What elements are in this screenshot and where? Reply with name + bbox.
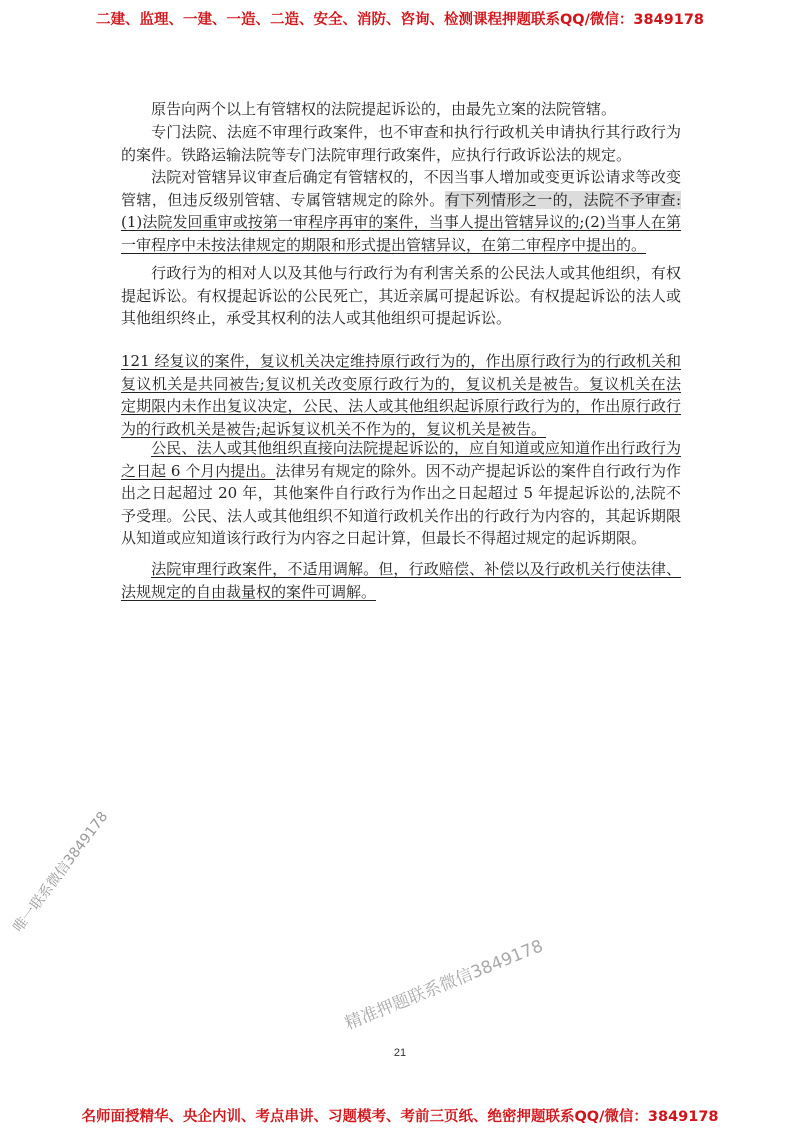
paragraph-text: 专门法院、法庭不审理行政案件，也不审查和执行行政机关申请执行其行政行为的案件。铁路运输法院等专门法院审理行政案件，应执行行政诉讼法的规定。 (121, 123, 681, 164)
paragraph-plaintiff-standing (121, 262, 681, 330)
paragraph-text: 法院对管辖异议审查后确定有管辖权的，不因当事人增加或变更诉讼请求等改变管辖，但违反级别管辖、专属管辖规定的除外。 (121, 168, 681, 209)
top-banner: 二建、监理、一建、一造、二造、安全、消防、咨询、检测课程押题联系QQ/微信：3849178 (95, 12, 705, 28)
watermark-bottom: 精准押题联系微信3849178 (342, 936, 546, 1035)
underlined-text: 121 经复议的案件，复议机关决定维持原行政行为的，作出原行政行为的行政机关和复议机关是共同被告;复议机关改变原行政行为的，复议机关是被告。复议机关在法定期限内未作出复议决定，公民、法人或其他组织起诉原行政行为的，作出原行政行为的行政机关是被告;起诉复议机关不作为的，复议机关是被告。 (121, 352, 681, 438)
paragraph-mediation (121, 558, 681, 603)
paragraph-text: 法律另有规定的除外。因不动产提起诉讼的案件自行政行为作出之日起超过 20 年，其他案件自行政行为作出之日起超过 5 年提起诉讼的,法院不予受理。公民、法人或其他组织不知道行政机关作出的行政行为内容的，其起诉期限从知道或应知道该行政行为内容之日起计算，但最长不得超过规定的起诉期限。 (121, 461, 681, 547)
highlighted-text: 有下列情形之一的，法院不予审查: (444, 190, 681, 209)
underlined-text: 法院审理行政案件，不适用调解。但，行政赔偿、补偿以及行政机关行使法律、法规规定的自由裁量权的案件可调解。 (121, 560, 681, 601)
paragraph-text: 原告向两个以上有管辖权的法院提起诉讼的，由最先立案的法院管辖。 (151, 100, 617, 118)
watermark-left: 唯一联系微信3849178 (10, 808, 112, 936)
paragraph-jurisdiction-first-filed (121, 98, 681, 121)
bottom-banner: 名师面授精华、央企内训、考点串讲、习题模考、考前三页纸、绝密押题联系QQ/微信：3849178 (81, 1109, 719, 1125)
underlined-text: (1)法院发回重审或按第一审程序再审的案件，当事人提出管辖异议的;(2)当事人在第一审程序中未按法律规定的期限和形式提出管辖异议，在第二审程序中提出的。 (121, 213, 681, 254)
paragraph-text: 行政行为的相对人以及其他与行政行为有利害关系的公民法人或其他组织，有权提起诉讼。有权提起诉讼的公民死亡，其近亲属可提起诉讼。有权提起诉讼的法人或其他组织终止，承受其权利的法人或其他组织可提起诉讼。 (121, 264, 681, 327)
page-number: 21 (393, 1047, 407, 1059)
paragraph-filing-period (121, 437, 681, 550)
paragraph-reconsideration-defendant (121, 350, 681, 440)
paragraph-jurisdiction-objection (121, 166, 681, 256)
paragraph-special-courts (121, 121, 681, 166)
underlined-text: 公民、法人或其他组织直接向法院提起诉讼的，应自知道或应知道作出行政行为之日起 6 个月内提出。 (121, 439, 681, 480)
